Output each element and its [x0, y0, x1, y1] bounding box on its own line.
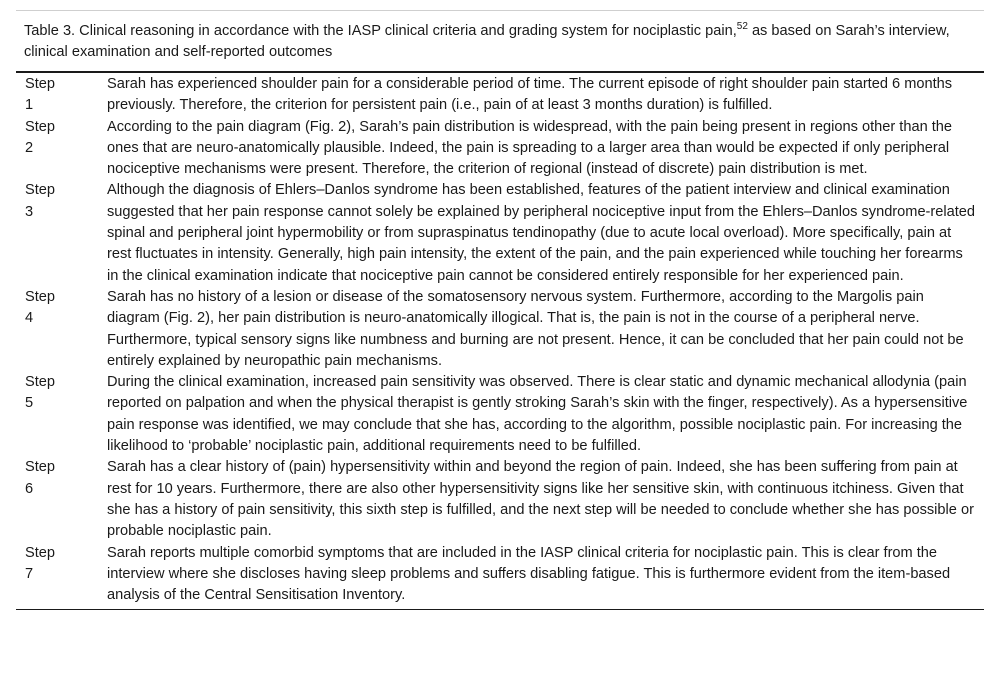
- table-bottom-rule: [16, 609, 984, 610]
- step-description: Although the diagnosis of Ehlers–Danlos syndrome has been established, features of the patient interview and clinical examination suggested that her pain response cannot solely be explained by peripheral nociceptive input from the Ehlers–Danlos syndrome-related spinal and peripheral joint hypermobility or from supraspinatus tendinopathy (due to acute local overload). More specifically, pain at rest fluctuates in intensity. Generally, high pain intensity, the extent of the pain, and the pain experienced while touching her forearms in the clinical examination indicate that nociceptive pain cannot be considered entirely responsible for her experienced pain.: [107, 182, 976, 284]
- table-row: [16, 457, 984, 542]
- step-label: [16, 73, 107, 117]
- caption-reference[interactable]: 52: [736, 21, 748, 33]
- caption-text-end: as based on Sarah’s interview, clinical examination and self-reported outcomes: [24, 23, 950, 60]
- step-number: 5: [25, 395, 34, 412]
- step-description: Sarah has no history of a lesion or disease of the somatosensory nervous system. Furthermore, according to the Margolis pain diagram (Fig. 2), her pain distribution is neuro-anatomically illogical. That is, the pain is not in the course of a peripheral nerve. Furthermore, typical sensory signs like numbness and burning are not present. Hence, it can be concluded that her pain could not be entirely explained by neuropathic pain mechanisms.: [107, 288, 964, 369]
- step-label: [16, 180, 107, 286]
- step-description: According to the pain diagram (Fig. 2), Sarah’s pain distribution is widespread, with the pain being present in regions other than the ones that are neuro-anatomically plausible. Indeed, the pain is spreading to a larger area than would be expected if only peripheral nociceptive mechanisms were present. Therefore, the criterion of regional (instead of discrete) pain distribution is met.: [107, 118, 953, 178]
- step-label: [16, 457, 107, 542]
- table-caption: [16, 10, 984, 73]
- table-row: [16, 73, 984, 117]
- table-row: [16, 180, 984, 286]
- steps-table: [16, 73, 984, 606]
- step-word: Step: [25, 288, 56, 305]
- table-row: [16, 117, 984, 181]
- clinical-reasoning-table: [16, 10, 984, 610]
- table-row: [16, 287, 984, 372]
- step-word: Step: [25, 118, 56, 135]
- step-description: Sarah reports multiple comorbid symptoms that are included in the IASP clinical criteria for nociplastic pain. This is clear from the interview where she discloses having sleep problems and suffers disabling fatigue. This is furthermore evident from the item-based analysis of the Central Sensitisation Inventory.: [107, 544, 951, 604]
- table-row: [16, 543, 984, 607]
- step-label: [16, 287, 107, 372]
- step-word: Step: [25, 374, 56, 391]
- step-number: 6: [25, 480, 34, 497]
- step-number: 4: [25, 310, 34, 327]
- step-word: Step: [25, 544, 56, 561]
- step-description: During the clinical examination, increased pain sensitivity was observed. There is clear static and dynamic mechanical allodynia (pain reported on palpation and when the physical therapist is gently stroking Sarah’s skin with the finger, respectively). As a hypersensitive pain response was identified, we may conclude that she has, according to the algorithm, possible nociplastic pain. For increasing the likelihood to ‘probable’ nociplastic pain, additional requirements need to be fulfilled.: [107, 374, 968, 455]
- step-number: 3: [25, 203, 34, 220]
- step-number: 1: [25, 97, 34, 114]
- step-number: 2: [25, 139, 34, 156]
- step-word: Step: [25, 459, 56, 476]
- step-number: 7: [25, 565, 34, 582]
- caption-text: Table 3. Clinical reasoning in accordance with the IASP clinical criteria and grading system for nociplastic pain,: [24, 23, 737, 39]
- step-description: Sarah has experienced shoulder pain for a considerable period of time. The current episode of right shoulder pain started 6 months previously. Therefore, the criterion for persistent pain (i.e., pain of at least 3 months duration) is fulfilled.: [107, 76, 953, 114]
- step-word: Step: [25, 76, 56, 92]
- step-description: Sarah has a clear history of (pain) hypersensitivity within and beyond the region of pain. Indeed, she has been suffering from pain at rest for 10 years. Furthermore, there are also other hypersensitivity signs like her sensitive skin, with continuous itchiness. Given that she has a history of pain sensitivity, this sixth step is fulfilled, and the next step will be needed to conclude whether she has possible or probable nociplastic pain.: [107, 459, 974, 540]
- step-label: [16, 117, 107, 181]
- step-word: Step: [25, 182, 56, 199]
- table-row: [16, 372, 984, 457]
- step-label: [16, 372, 107, 457]
- step-label: [16, 543, 107, 607]
